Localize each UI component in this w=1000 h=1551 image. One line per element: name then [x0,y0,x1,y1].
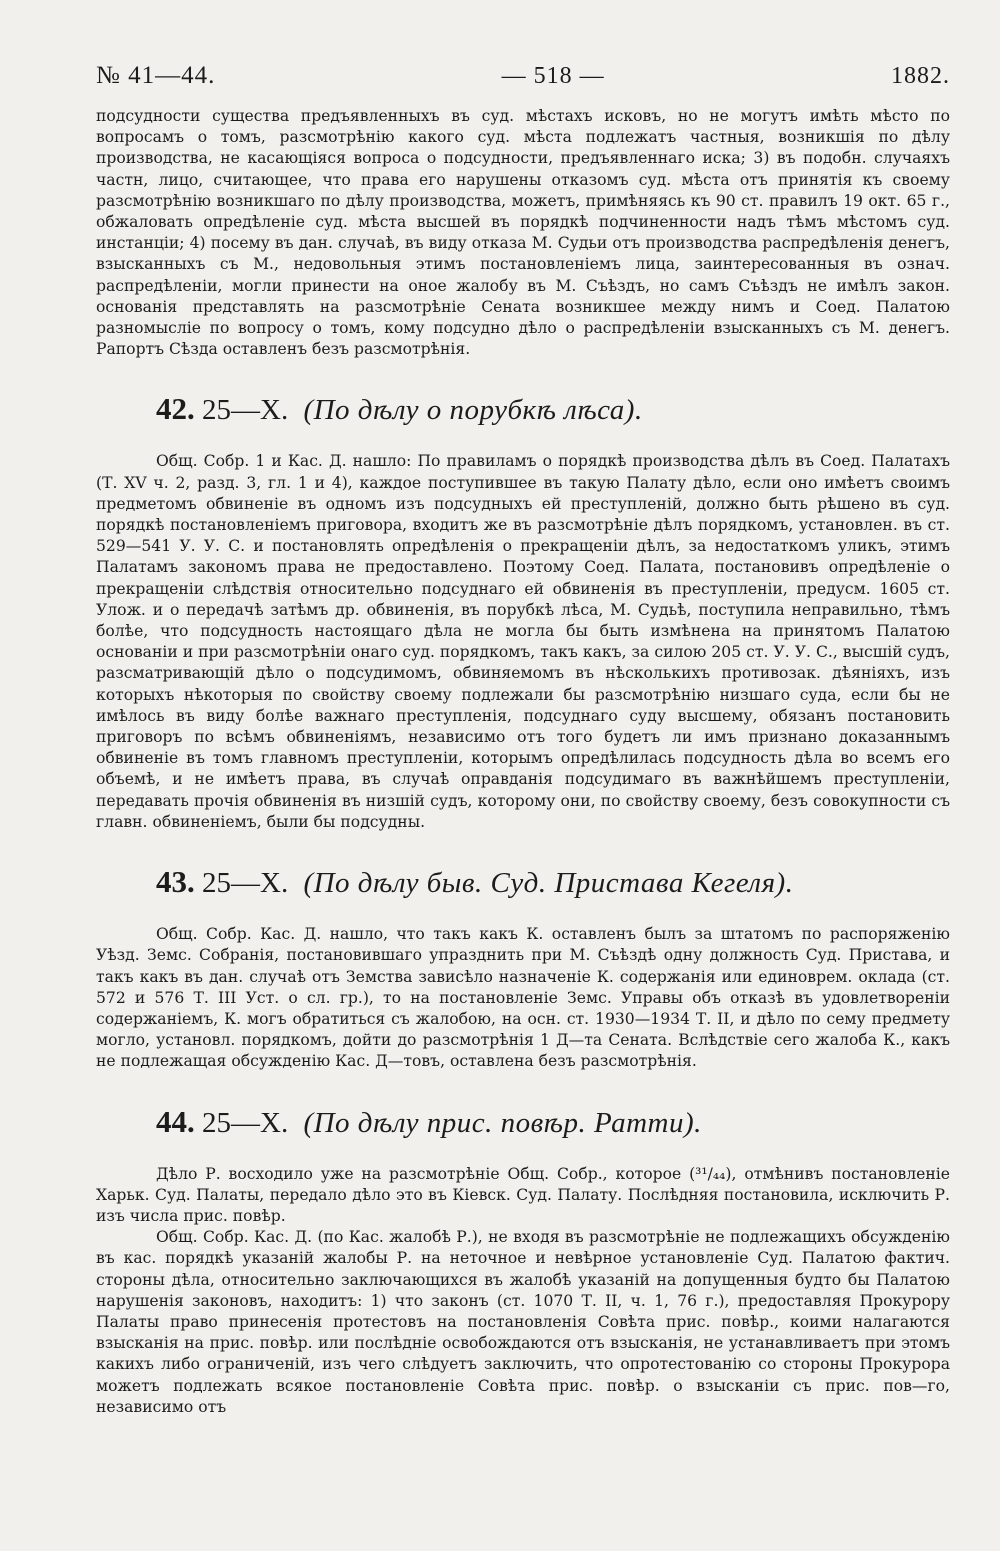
section-title: (По дѣлу о порубкѣ лѣса). [303,394,643,427]
section-heading-42 [156,392,950,427]
section-date: 25—X. [202,867,289,900]
section-body-43 [96,924,950,1072]
section-date: 25—X. [202,394,289,427]
continuation-paragraph: подсудности существа предъявленныхъ въ суд. мѣстахъ исковъ, но не могутъ имѣть мѣсто по вопросамъ о томъ, разсмотрѣнію какого суд. мѣста подлежатъ частныя, возникшія по дѣлу производства, не касающіяся вопроса о подсудности, предъявленнаго иска; 3) въ подобн. случаяхъ частн, лицо, считающее, что права его нарушены отказомъ суд. мѣста отъ принятія къ своему разсмотрѣнію возникшаго по дѣлу производства, можетъ, примѣняясь къ 90 ст. правилъ 19 окт. 65 г., обжаловать опредѣленіе суд. мѣста высшей въ порядкѣ подчиненности надъ тѣмъ мѣстомъ суд. инстанціи; 4) посему въ дан. случаѣ, въ виду отказа М. Судьи отъ производства распредѣленія денегъ, взысканныхъ съ М., недовольныя этимъ постановленіемъ лица, заинтересованныя въ означ. распредѣленіи, могли принести на оное жалобу въ М. Съѣздъ, но самъ Съѣздъ не имѣлъ закон. основанія представлять на разсмотрѣніе Сената возникшее между нимъ и Соед. Палатою разномысліе по вопросу о томъ, кому подсудно дѣло о распредѣленіи взысканныхъ съ М. денегъ. Рапортъ Сѣзда оставленъ безъ разсмотрѣнія. [96,107,950,359]
section-body-44 [96,1164,950,1418]
section-heading-44 [156,1105,950,1140]
section-title: (По дѣлу быв. Суд. Пристава Кегеля). [303,867,794,900]
paragraph: Общ. Собр. Кас. Д. (по Кас. жалобѣ Р.), не входя въ разсмотрѣніе не подлежащихъ обсужденію въ кас. порядкѣ указаній жалобы Р. на неточное и невѣрное установленіе Суд. Палатою фактич. стороны дѣла, относительно заключающихся въ жалобѣ указаній на допущенныя будто бы Палатою нарушенія законовъ, находитъ: 1) что законъ (ст. 1070 Т. II, ч. 1, 76 г.), предоставляя Прокурору Палаты право принесенія протестовъ на постановленія Совѣта прис. повѣр., коими налагаются взысканія на прис. повѣр. или послѣдніе освобождаются отъ взысканія, не устанавливаетъ при этомъ какихъ либо ограниченій, изъ чего слѣдуетъ заключить, что опротестованію со стороны Прокурора можетъ подлежать всякое постановленіе Совѣта прис. повѣр. о взысканіи съ прис. пов—го, независимо отъ [96,1228,950,1416]
issue-number: № 41—44. [96,62,216,89]
section-heading-43 [156,865,950,900]
paragraph: Общ. Собр. 1 и Кас. Д. нашло: По правиламъ о порядкѣ производства дѣлъ въ Соед. Палатахъ (Т. XV ч. 2, разд. 3, гл. 1 и 4), каждое поступившее въ такую Палату дѣло, если оно имѣетъ своимъ предметомъ обвиненіе въ одномъ изъ подсудныхъ ей преступленій, должно быть рѣшено въ суд. порядкѣ постановленіемъ приговора, входитъ же въ разсмотрѣніе дѣлъ порядкомъ, установлен. въ ст. 529—541 У. У. С. и постановлять опредѣленія о прекращеніи дѣлъ, за недостаткомъ уликъ, этимъ Палатамъ закономъ права не предоставлено. Поэтому Соед. Палата, постановивъ опредѣленіе о прекращеніи слѣдствія относительно подсуднаго ей обвиненія въ преступленіи, предусм. 1605 ст. Улож. и о передачѣ затѣмъ др. обвиненія, въ порубкѣ лѣса, М. Судьѣ, поступила неправильно, тѣмъ болѣе, что подсудность настоящаго дѣла не могла бы быть измѣнена на принятомъ Палатою основаніи и при разсмотрѣніи онаго суд. порядкомъ, такъ какъ, за силою 205 ст. У. У. С., высшій судъ, разсматривающій дѣло о подсудимомъ, обвиняемомъ въ нѣсколькихъ противозак. дѣяніяхъ, изъ которыхъ нѣкоторыя по свойству своему подлежали бы разсмотрѣнію низшаго суда, если бы не имѣлось въ виду болѣе важнаго преступленія, подсуднаго суду высшему, обязанъ постановить приговоръ по всѣмъ обвиненіямъ, независимо отъ того будетъ ли имъ признано доказаннымъ обвиненіе въ томъ главномъ преступленіи, которымъ опредѣлилась подсудность дѣла во всемъ его объемѣ, и не имѣетъ права, въ случаѣ оправданія подсудимаго въ важнѣйшемъ преступленіи, передавать прочія обвиненія въ низшій судъ, которому они, по свойству своему, безъ совокупности съ главн. обвиненіемъ, были бы подсудны. [96,452,950,831]
section-title: (По дѣлу прис. повѣр. Ратти). [303,1106,702,1139]
paragraph: Дѣло Р. восходило уже на разсмотрѣніе Общ. Собр., которое (³¹/₄₄), отмѣнивъ постановленіе Харьк. Суд. Палаты, передало дѣло это въ Кіевск. Суд. Палату. Послѣдняя постановила, исключить Р. изъ числа прис. повѣр. [96,1164,950,1225]
paragraph: Общ. Собр. Кас. Д. нашло, что такъ какъ К. оставленъ былъ за штатомъ по распоряженію Уѣзд. Земс. Собранія, постановившаго упразднить при М. Съѣздѣ одну должность Суд. Пристава, и такъ какъ въ дан. случаѣ отъ Земства зависѣло назначеніе К. содержанія или единоврем. оклада (ст. 572 и 576 Т. III Уст. о сл. гр.), то на постановленіе Земс. Управы объ отказѣ въ удовлетвореніи содержаніемъ, К. могъ обратиться съ жалобою, на осн. ст. 1930—1934 Т. II, и дѣло по сему предмету могло, установл. порядкомъ, дойти до разсмотрѣнія 1 Д—та Сената. Вслѣдствіе сего жалоба К., какъ не подлежащая обсужденію Кас. Д—товъ, оставлена безъ разсмотрѣнія. [96,925,950,1071]
section-number: 43. [156,864,195,900]
continuation-block [96,106,950,360]
section-number: 44. [156,1103,195,1139]
section-date: 25—X. [202,1106,289,1139]
year: 1882. [890,63,950,89]
section-number: 42. [156,391,195,427]
page-number: — 518 — [501,63,605,89]
page-header [96,62,950,106]
section-body-42 [96,451,950,833]
